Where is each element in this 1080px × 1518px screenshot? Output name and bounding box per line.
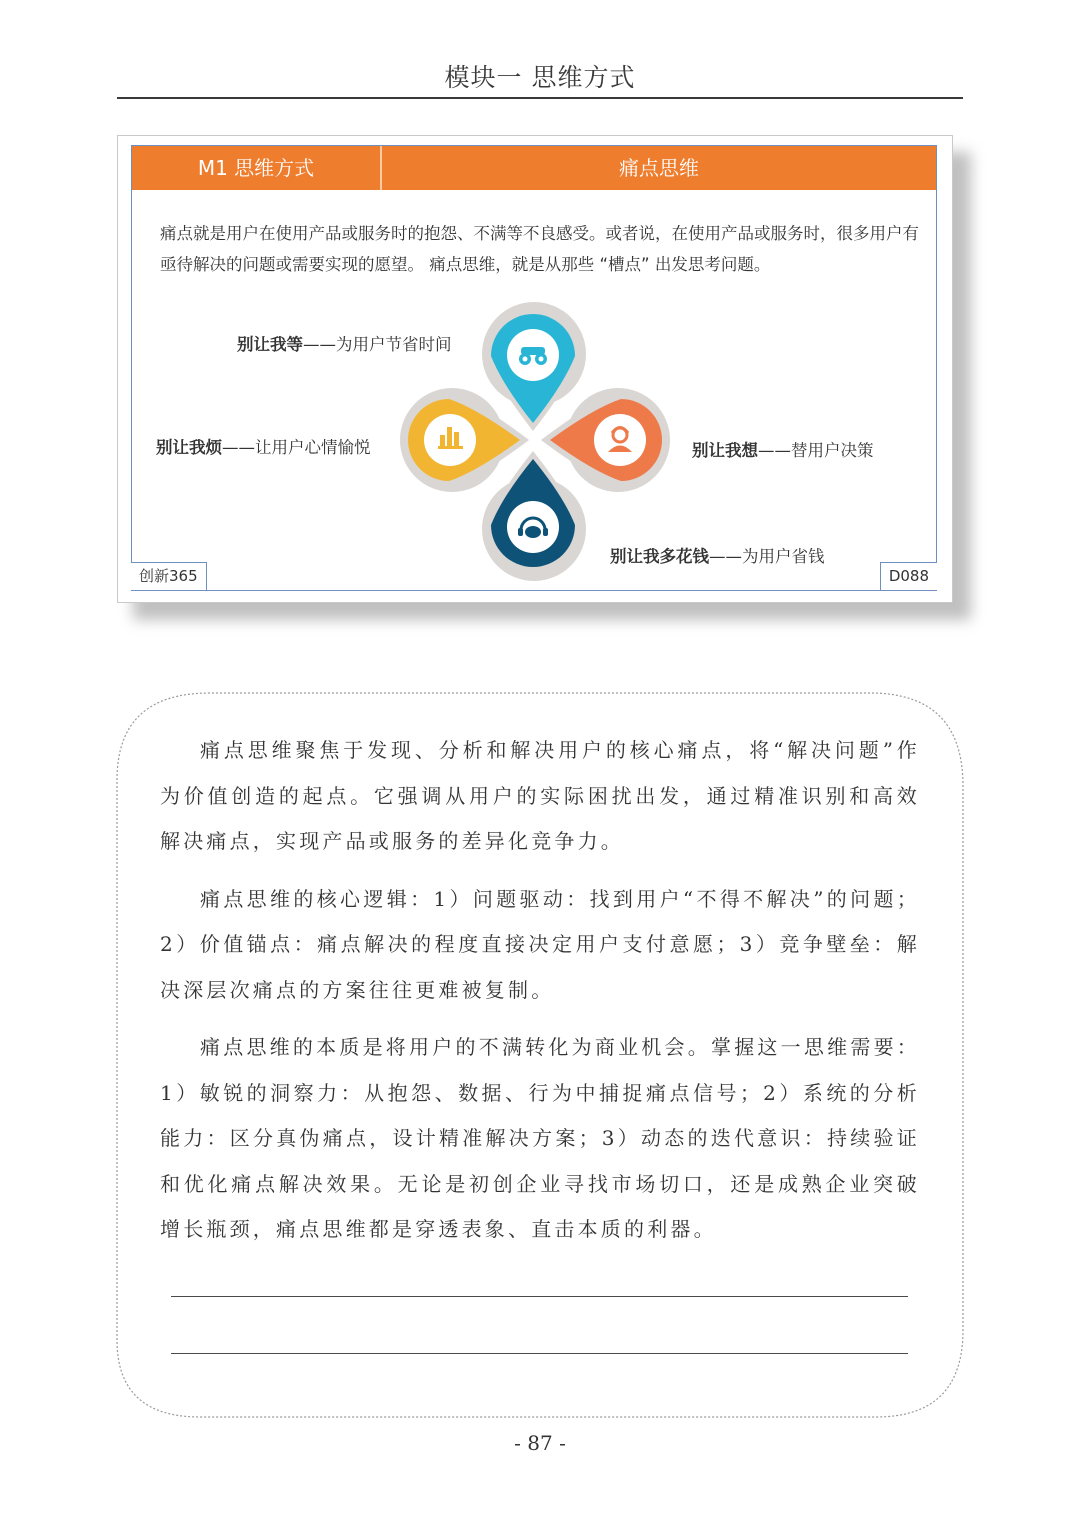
item-sep: —— bbox=[222, 438, 255, 457]
page-number: - 87 - bbox=[514, 1431, 566, 1455]
item-desc: 让用户心情愉悦 bbox=[255, 438, 371, 457]
paragraph: 痛点思维的本质是将用户的不满转化为商业机会。掌握这一思维需要：1）敏锐的洞察力：从抱怨、数据、行为中捕捉痛点信号；2）系统的分析能力：区分真伪痛点，设计精准解决方案；3）动态的迭代意识：持续验证和优化痛点解决效果。无论是初创企业寻找市场切口，还是成熟企业突破增长瓶颈，痛点思维都是穿透表象、直击本质的利器。 bbox=[160, 1035, 920, 1241]
card-description: 痛点就是用户在使用产品或服务时的抱怨、不满等不良感受。或者说，在使用产品或服务时，很多用户有亟待解决的问题或需要实现的愿望。 痛点思维，就是从那些 “槽点” 出发思考问题。 bbox=[160, 224, 919, 274]
item-desc: 为用户节省时间 bbox=[336, 335, 452, 354]
item-sep: —— bbox=[709, 547, 742, 566]
source-badge: 创新365 bbox=[131, 562, 207, 590]
item-sep: —— bbox=[303, 335, 336, 354]
writing-line bbox=[171, 1353, 908, 1354]
item-desc: 替用户决策 bbox=[791, 441, 874, 460]
page-header: 模块一 思维方式 bbox=[444, 63, 636, 92]
item-title: 别让我等 bbox=[237, 335, 303, 354]
topic-title: 痛点思维 bbox=[619, 156, 699, 180]
body-text bbox=[160, 728, 920, 1265]
item-sep: —— bbox=[758, 441, 791, 460]
module-label: M1 思维方式 bbox=[197, 156, 315, 180]
item-desc: 为用户省钱 bbox=[742, 547, 825, 566]
item-title: 别让我多花钱 bbox=[610, 547, 709, 566]
item-title: 别让我想 bbox=[692, 441, 758, 460]
writing-line bbox=[171, 1296, 908, 1297]
card-code-badge: D088 bbox=[880, 562, 937, 590]
item-title: 别让我烦 bbox=[156, 438, 222, 457]
paragraph: 痛点思维的核心逻辑：1）问题驱动：找到用户“不得不解决”的问题；2）价值锚点：痛点解决的程度直接决定用户支付意愿；3）竞争壁垒：解决深层次痛点的方案往往更难被复制。 bbox=[160, 886, 920, 1002]
paragraph: 痛点思维聚焦于发现、分析和解决用户的核心痛点，将“解决问题”作为价值创造的起点。它强调从用户的实际困扰出发，通过精准识别和高效解决痛点，实现产品或服务的差异化竞争力。 bbox=[160, 738, 920, 853]
